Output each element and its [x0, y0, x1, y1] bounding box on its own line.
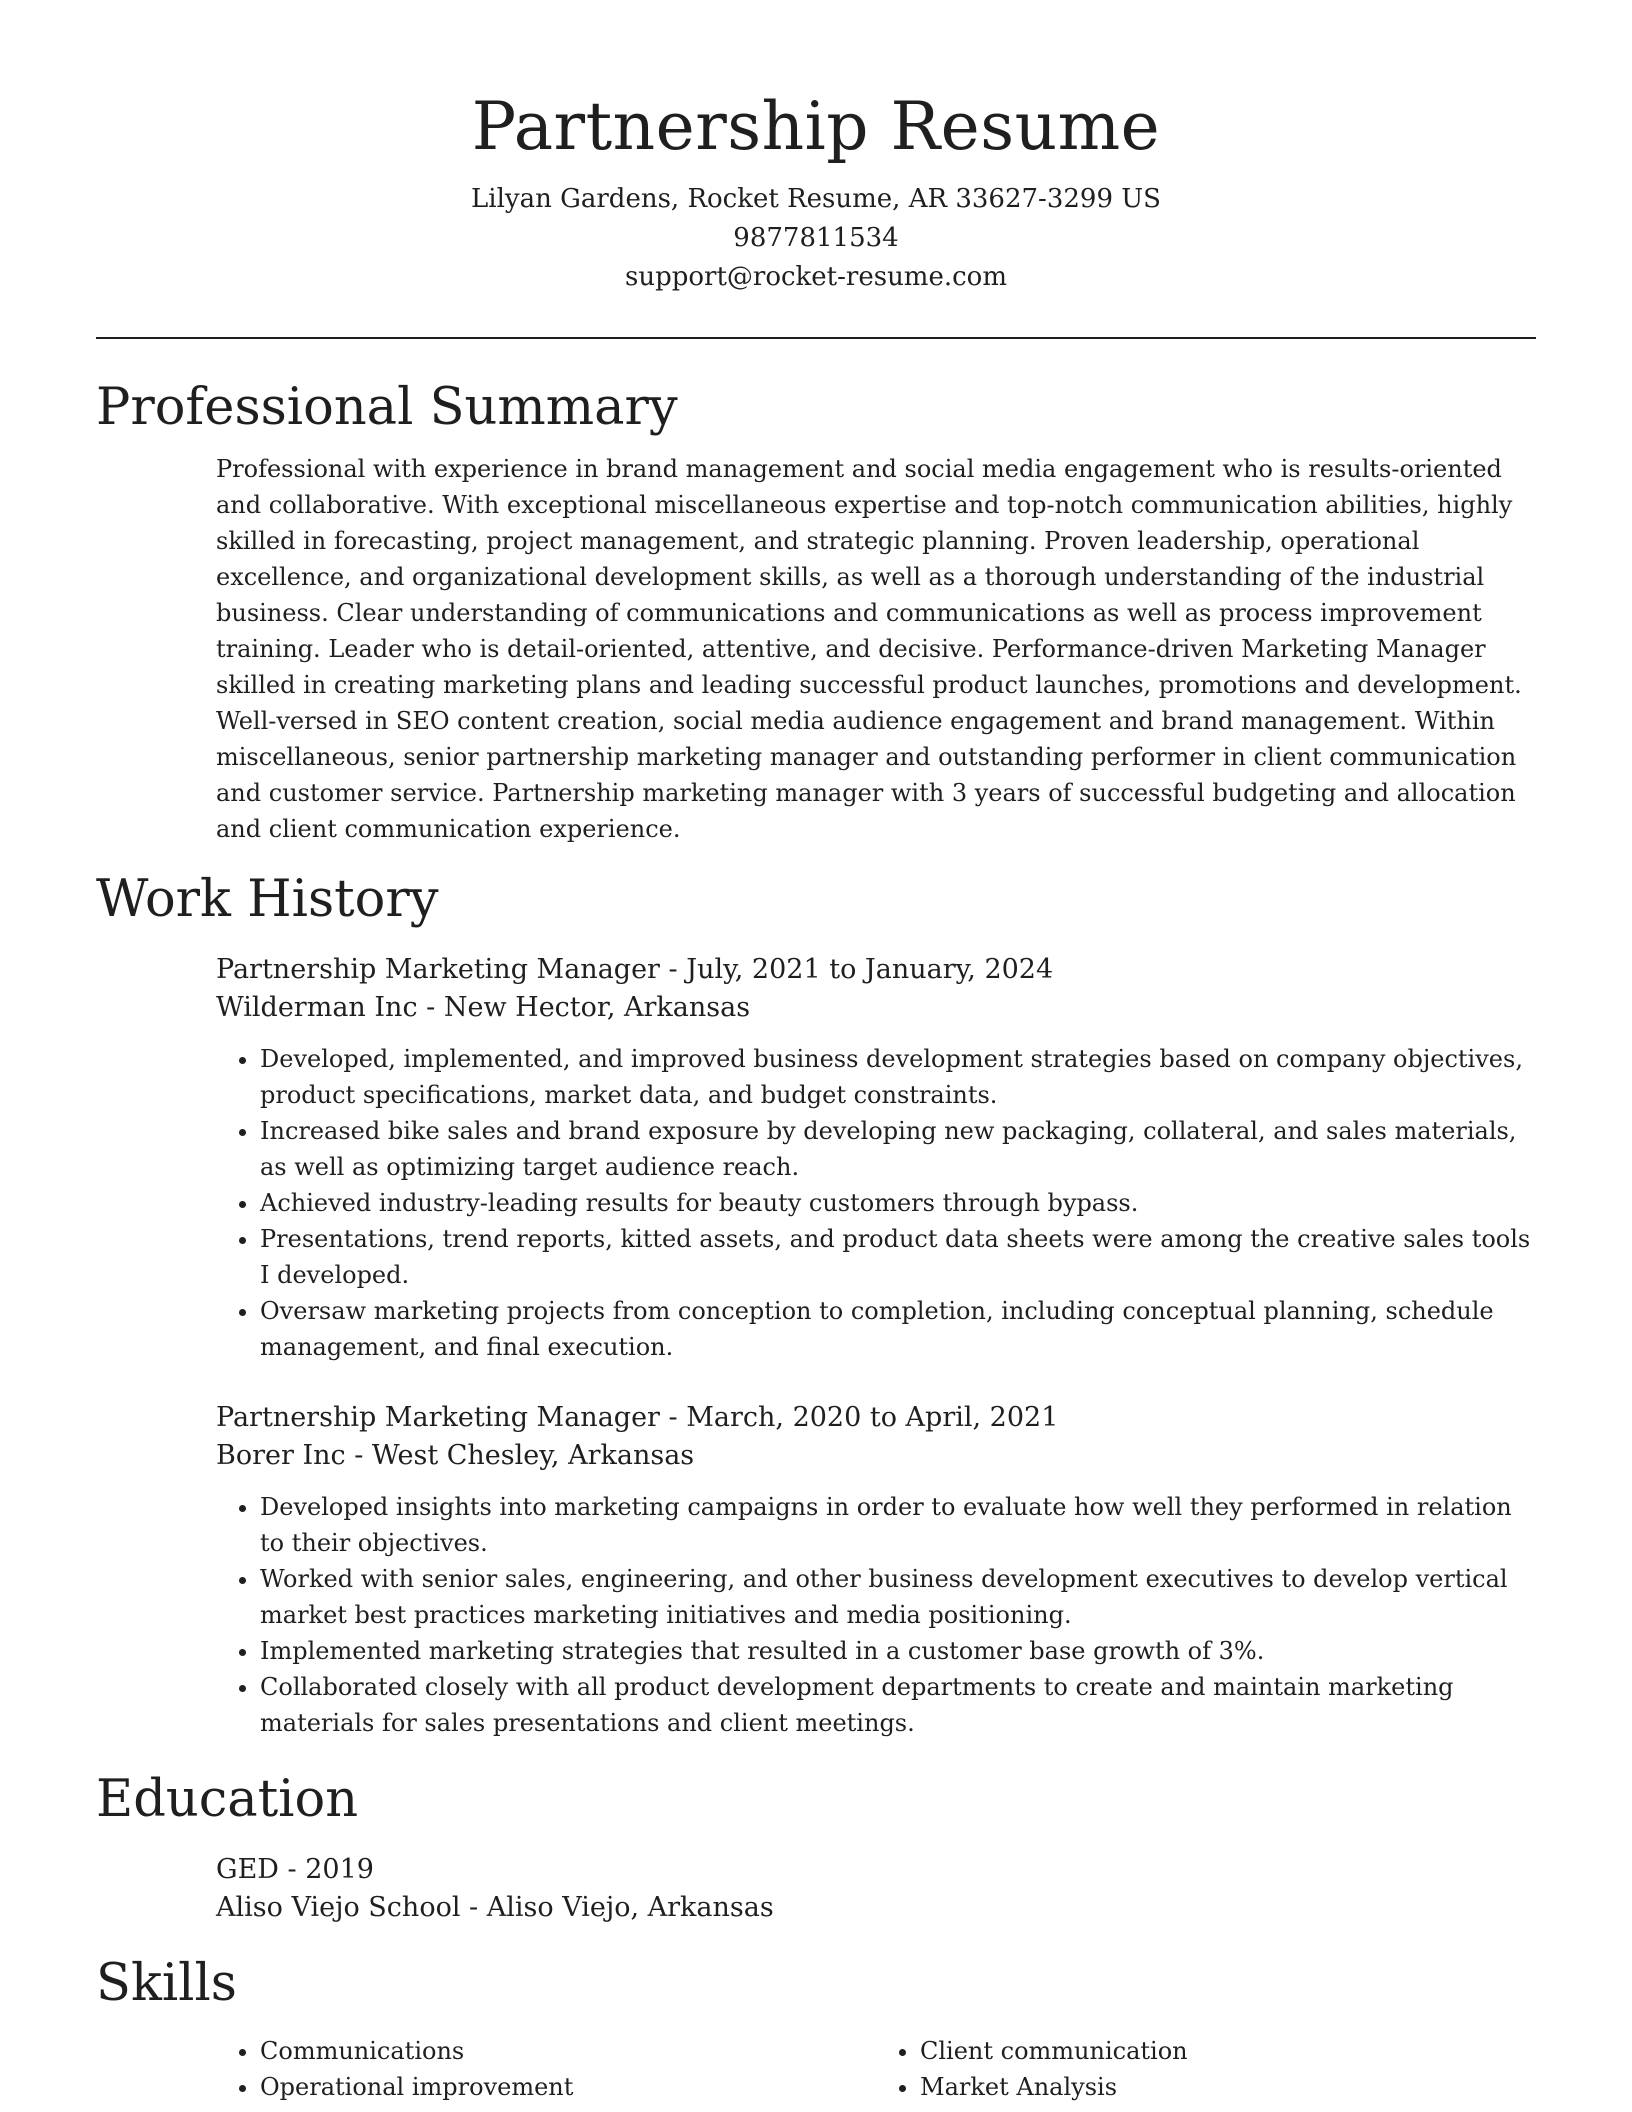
job-bullets [216, 1041, 1536, 1365]
job-company-location: Borer Inc - West Chesley, Arkansas [216, 1440, 695, 1471]
skill-item: • Communications [260, 2033, 876, 2069]
resume-name: Partnership Resume [471, 88, 1161, 165]
header-divider [96, 337, 1536, 339]
section-title-summary: Professional Summary [96, 378, 678, 437]
contact-email: support@rocket-resume.com [624, 262, 1007, 292]
skills-list-left [216, 2033, 876, 2105]
resume-page [96, 0, 1536, 2105]
job-role-dates: Partnership Marketing Manager - March, 2020 to April, 2021 [216, 1402, 1059, 1433]
work-history-list [216, 951, 1536, 1741]
skill-item: • Client communication [920, 2033, 1536, 2069]
education-degree-year: GED - 2019 [216, 1854, 374, 1885]
section-title-work-history: Work History [96, 870, 439, 929]
job-bullet: • Increased bike sales and brand exposure by developing new packaging, collateral, and sales materials, as well as optimizing target audience reach. [260, 1113, 1536, 1185]
job-entry [216, 1399, 1536, 1741]
education-entry [216, 1851, 1536, 1927]
job-bullet: • Oversaw marketing projects from conception to completion, including conceptual planning, schedule management, and final execution. [260, 1293, 1536, 1365]
skill-item: • Operational improvement [260, 2069, 876, 2105]
education-school-location: Aliso Viejo School - Aliso Viejo, Arkansas [216, 1892, 774, 1923]
job-entry [216, 951, 1536, 1365]
skills-list-right [876, 2033, 1536, 2105]
skills-columns [216, 2033, 1536, 2105]
job-bullet: • Developed insights into marketing campaigns in order to evaluate how well they performed in relation to their objectives. [260, 1489, 1536, 1561]
job-bullet: • Achieved industry-leading results for beauty customers through bypass. [260, 1185, 1536, 1221]
contact-block [96, 180, 1536, 297]
job-bullet: • Collaborated closely with all product development departments to create and maintain marketing materials for sales presentations and client meetings. [260, 1669, 1536, 1741]
job-bullet: • Developed, implemented, and improved business development strategies based on company objectives, product specifications, market data, and budget constraints. [260, 1041, 1536, 1113]
contact-address: Lilyan Gardens, Rocket Resume, AR 33627-3299 US [471, 184, 1161, 214]
section-title-skills: Skills [96, 1954, 237, 2013]
job-bullets [216, 1489, 1536, 1741]
job-bullet: • Presentations, trend reports, kitted assets, and product data sheets were among the creative sales tools I developed. [260, 1221, 1536, 1293]
job-bullet: • Implemented marketing strategies that resulted in a customer base growth of 3%. [260, 1633, 1536, 1669]
job-bullet: • Worked with senior sales, engineering, and other business development executives to develop vertical market best practices marketing initiatives and media positioning. [260, 1561, 1536, 1633]
skill-item: • Market Analysis [920, 2069, 1536, 2105]
section-title-education: Education [96, 1770, 359, 1829]
job-role-dates: Partnership Marketing Manager - July, 2021 to January, 2024 [216, 954, 1054, 985]
contact-phone: 9877811534 [733, 223, 899, 253]
summary-text: Professional with experience in brand management and social media engagement who is results-oriented and collaborative. With exceptional miscellaneous expertise and top-notch communication abilities, highly skilled in forecasting, project management, and strategic planning. Proven leadership, operational excellence, and organizational development skills, as well as a thorough understanding of the industrial business. Clear understanding of communications and communications as well as process improvement training. Leader who is detail-oriented, attentive, and decisive. Performance-driven Marketing Manager skilled in creating marketing plans and leading successful product launches, promotions and development. Well-versed in SEO content creation, social media audience engagement and brand management. Within miscellaneous, senior partnership marketing manager and outstanding performer in client communication and customer service. Partnership marketing manager with 3 years of successful budgeting and allocation and client communication experience. [216, 455, 1522, 843]
resume-header [96, 0, 1536, 297]
job-company-location: Wilderman Inc - New Hector, Arkansas [216, 992, 751, 1023]
